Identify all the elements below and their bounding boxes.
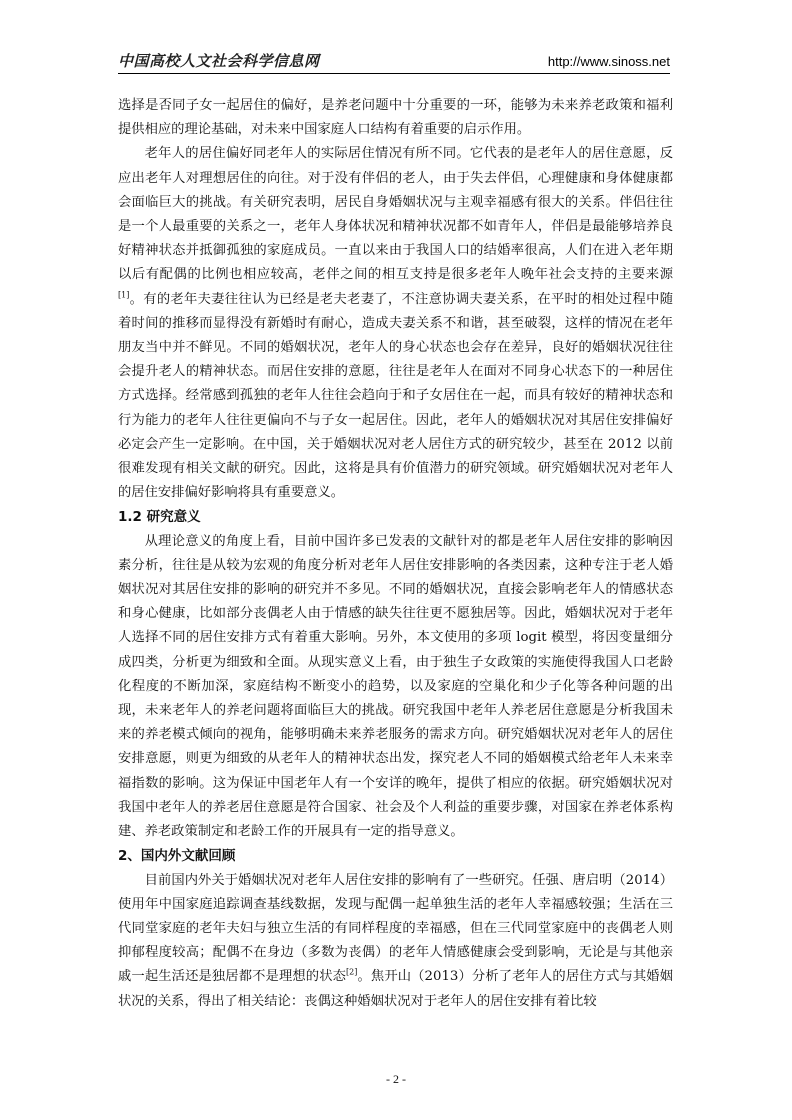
paragraph-literature	[118, 869, 673, 1014]
page-number: - 2 -	[386, 1072, 406, 1086]
paragraph-marital-status	[118, 142, 673, 505]
site-logo: 中国高校人文社会科学信息网	[118, 52, 320, 70]
paragraph-text: 。有的老年夫妻往往认为已经是老夫老妻了，不注意协调夫妻关系，在平时的相处过程中随着时间的推移而显得没有新婚时有耐心，造成夫妻关系不和谐，甚至破裂，这样的情况在老年朋友当中并不鲜见。不同的婚姻状况，老年人的身心状态也会存在差异，良好的婚姻状况往往会提升老人的精神状态。而居住安排的意愿，往往是老年人在面对不同身心状态下的一种居住方式选择。经常感到孤独的老年人往往会趋向于和子女居住在一起，而具有较好的精神状态和行为能力的老年人往往更偏向不与子女一起居住。因此，老年人的婚姻状况对其居住安排偏好必定会产生一定影响。在中国，关于婚姻状况对老人居住方式的研究较少，甚至在 2012 以前很难发现有相关文献的研究。因此，这将是具有价值潜力的研究领域。研究婚姻状况对老年人的居住安排偏好影响将具有重要意义。	[118, 291, 673, 501]
paragraph-text: 老年人的居住偏好同老年人的实际居住情况有所不同。它代表的是老年人的居住意愿，反应出老年人对理想居住的向往。对于没有伴侣的老人，由于失去伴侣，心理健康和身体健康都会面临巨大的挑战。有关研究表明，居民自身婚姻状况与主观幸福感有很大的关系。伴侣往往是一个人最重要的关系之一，老年人身体状况和精神状况都不如青年人，伴侣是最能够培养良好精神状态并抵御孤独的家庭成员。一直以来由于我国人口的结婚率很高，人们在进入老年期以后有配偶的比例也相应较高，老伴之间的相互支持是很多老年人晚年社会支持的主要来源	[118, 146, 673, 283]
header-rule	[118, 73, 670, 74]
document-body	[118, 94, 673, 1014]
paragraph-text: 。焦开山（2013）分析了老年人的居住方式与其婚姻状况的关系，得出了相关结论：丧偶这种婚姻状况对于老年人的居住安排有着比较	[118, 969, 674, 1009]
page-header	[118, 44, 670, 74]
citation-1[interactable]: [1]	[118, 290, 130, 300]
paragraph-text: 目前国内外关于婚姻状况对老年人居住安排的影响有了一些研究。任强、唐启明（2014）使用年中国家庭追踪调查基线数据，发现与配偶一起单独生活的老年人幸福感较强；生活在三代同堂家庭的老年夫妇与独立生活的有同样程度的幸福感，但在三代同堂家庭中的丧偶老人则抑郁程度较高；配偶不在身边（多数为丧偶）的老年人情感健康会受到影响，无论是与其他亲戚一起生活还是独居都不是理想的状态	[118, 872, 673, 985]
paragraph-significance: 从理论意义的角度上看，目前中国许多已发表的文献针对的都是老年人居住安排的影响因素分析，往往是从较为宏观的角度分析对老年人居住安排影响的各类因素，这种专注于老人婚姻状况对其居住安排的影响的研究并不多见。不同的婚姻状况，直接会影响老年人的情感状态和身心健康，比如部分丧偶老人由于情感的缺失往往更不愿独居等。因此，婚姻状况对于老年人选择不同的居住安排方式有着重大影响。另外，本文使用的多项 logit 模型，将因变量细分成四类，分析更为细致和全面。从现实意义上看，由于独生子女政策的实施使得我国人口老龄化程度的不断加深，家庭结构不断变小的趋势，以及家庭的空巢化和少子化等各种问题的出现，未来老年人的养老问题将面临巨大的挑战。研究我国中老年人养老居住意愿是分析我国未来的养老模式倾向的视角，能够明确未来养老服务的需求方向。研究婚姻状况对老年人的居住安排意愿，则更为细致的从老年人的精神状态出发，探究老人不同的婚姻模式给老年人未来幸福指数的影响。这为保证中国老年人有一个安详的晚年，提供了相应的依据。研究婚姻状况对我国中老年人的养老居住意愿是符合国家、社会及个人利益的重要步骤，对国家在养老体系构建、养老政策制定和老龄工作的开展具有一定的指导意义。	[118, 533, 673, 840]
citation-2[interactable]: [2]	[346, 967, 358, 977]
paragraph-continuation: 选择是否同子女一起居住的偏好，是养老问题中十分重要的一环，能够为未来养老政策和福利提供相应的理论基础，对未来中国家庭人口结构有着重要的启示作用。	[118, 98, 673, 138]
section-heading-2: 2、国内外文献回顾	[118, 848, 236, 865]
section-heading-1-2: 1.2 研究意义	[118, 509, 201, 526]
site-url[interactable]: http://www.sinoss.net	[547, 54, 670, 69]
